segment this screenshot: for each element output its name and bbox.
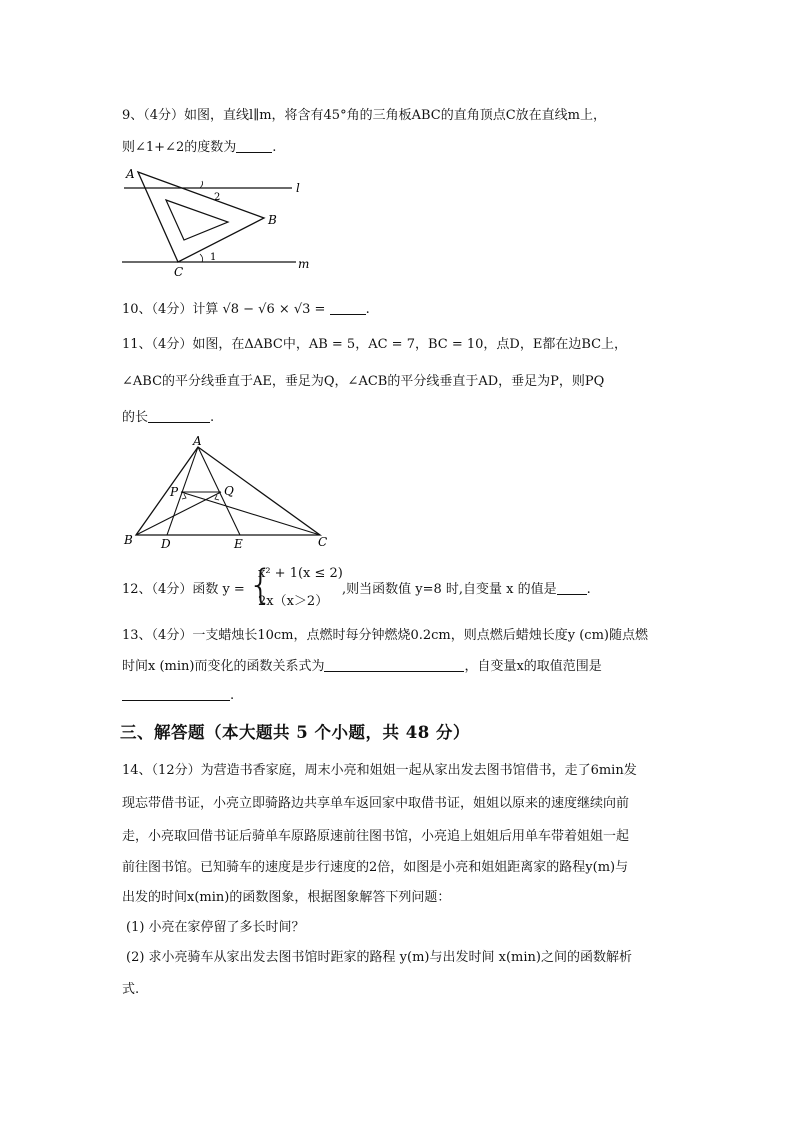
q14-line3: 走，小亮取回借书证后骑单车原路原速前往图书馆，小亮追上姐姐后用单车带着姐姐一起: [122, 829, 630, 844]
q14-line5: 出发的时间x(min)的函数图象，根据图象解答下列问题：: [122, 890, 451, 905]
label-B: B: [268, 213, 277, 227]
q13-answer-blank-2: [122, 687, 230, 701]
section-3-title: 三、解答题（本大题共 5 个小题，共 48 分）: [120, 723, 470, 742]
q12-case1: x² + 1(x ≤ 2): [258, 566, 343, 581]
figure-triangle-bisectors: [120, 434, 332, 554]
q13-line1: 13、（4分）一支蜡烛长10cm，点燃时每分钟燃烧0.2cm，则点燃后蜡烛长度y (cm)随点燃: [122, 628, 648, 643]
q14-sub2b: 式.: [122, 982, 140, 997]
q14-sub2a: (2) 求小亮骑车从家出发去图书馆时距家的路程 y(m)与出发时间 x(min)之间的函数解析: [126, 950, 632, 965]
q14-sub1: (1) 小亮在家停留了多长时间？: [126, 920, 305, 935]
right-angle-p: [182, 494, 186, 499]
q10-line: [122, 298, 370, 317]
q14-line2: 现忘带借书证，小亮立即骑路边共享单车返回家中取借书证，姐姐以原来的速度继续向前: [122, 796, 630, 811]
label-B2: B: [124, 533, 133, 547]
angle-2-arc: [200, 181, 203, 188]
q9-line2: [122, 136, 276, 155]
q12-tail: .: [586, 582, 591, 597]
bisector-b: [136, 492, 221, 535]
q9-line1: 9、（4分）如图，直线l∥m，将含有45°角的三角板ABC的直角顶点C放在直线m上，: [122, 108, 606, 123]
q12-case2: 2x（x＞2）: [258, 594, 329, 609]
label-Q: Q: [224, 484, 234, 498]
q11-tail: .: [210, 410, 215, 425]
q11-line2: ∠ABC的平分线垂直于AE，垂足为Q，∠ACB的平分线垂直于AD，垂足为P，则PQ: [122, 374, 605, 389]
q12-brace: {: [248, 562, 274, 608]
q11-line1: 11、（4分）如图，在ΔABC中，AB = 5，AC = 7，BC = 10，点D，E都在边BC上，: [122, 337, 628, 352]
q14-line4: 前往图书馆。已知骑车的速度是步行速度的2倍，如图是小亮和姐姐距离家的路程y(m)与: [122, 860, 629, 875]
q13-line2b: ，自变量x的取值范围是: [464, 659, 602, 674]
label-C2: C: [318, 535, 328, 549]
label-D: D: [161, 537, 171, 551]
q9-line2-text: 则∠1+∠2的度数为: [122, 140, 237, 155]
q11-line3-text: 的长: [122, 410, 149, 425]
q9-tail: .: [272, 140, 277, 155]
q13-line2: [122, 655, 602, 674]
q13-tail: .: [230, 688, 235, 703]
q11-line3: [122, 406, 214, 425]
q13-answer-blank-1: [324, 658, 464, 672]
triangle-inner: [166, 200, 228, 240]
label-m: m: [298, 257, 310, 271]
label-angle-1: 1: [210, 252, 217, 263]
figure-parallel-lines-triangle: [118, 164, 318, 282]
q13-line2a: 时间x (min)而变化的函数关系式为: [122, 659, 325, 674]
label-E: E: [234, 537, 243, 551]
label-A2: A: [193, 434, 202, 448]
bisector-c: [181, 492, 320, 535]
label-angle-2: 2: [214, 192, 221, 203]
label-C: C: [174, 265, 184, 279]
q12-suffix: ,则当函数值 y=8 时,自变量 x 的值是: [342, 582, 557, 597]
q12-answer-blank: [557, 581, 587, 595]
right-angle-q: [215, 495, 219, 500]
label-P: P: [170, 485, 179, 499]
q9-answer-blank: [236, 139, 272, 153]
triangle-outer: [138, 172, 264, 262]
label-l: l: [296, 181, 300, 195]
label-A: A: [126, 167, 135, 181]
q11-answer-blank: [148, 409, 210, 423]
q14-line1: 14、（12分）为营造书香家庭，周末小亮和姐姐一起从家出发去图书馆借书，走了6min发: [122, 763, 637, 778]
angle-1-arc: [200, 254, 203, 262]
q13-line3: [122, 687, 234, 703]
q10-text: 10、（4分）计算 √8 − √6 × √3 =: [122, 302, 326, 317]
q12-suffix-line: [342, 578, 591, 597]
q12-prefix: 12、（4分）函数 y =: [122, 582, 245, 597]
q10-answer-blank: [330, 301, 366, 315]
q10-tail: .: [365, 302, 370, 317]
